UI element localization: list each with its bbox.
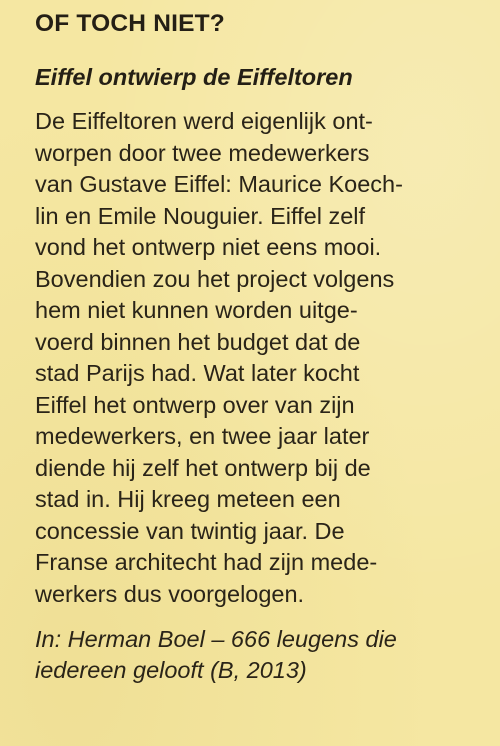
body-line: hem niet kunnen worden uitge- xyxy=(35,297,358,323)
article-headline: Eiffel ontwierp de Eiffeltoren xyxy=(35,64,353,90)
body-line: stad Parijs had. Wat later kocht xyxy=(35,360,360,386)
body-line: De Eiffeltoren werd eigenlijk ont- xyxy=(35,108,373,134)
body-line: concessie van twintig jaar. De xyxy=(35,517,345,544)
article-body xyxy=(35,106,475,610)
body-line: diende hij zelf het ontwerp bij de xyxy=(35,454,371,481)
body-line: worpen door twee medewerkers xyxy=(35,139,370,166)
article xyxy=(35,6,475,686)
body-line: Eiffel het ontwerp over van zijn xyxy=(35,391,355,418)
article-kicker: OF TOCH NIET? xyxy=(35,10,225,37)
body-line: stad in. Hij kreeg meteen een xyxy=(35,486,341,512)
source-line: iedereen gelooft (B, 2013) xyxy=(35,657,307,683)
article-source xyxy=(35,624,475,686)
body-line: vond het ontwerp niet eens mooi. xyxy=(35,234,382,260)
body-line: Bovendien zou het project volgens xyxy=(35,265,395,292)
body-line: Franse architecht had zijn mede- xyxy=(35,549,378,575)
body-line: van Gustave Eiffel: Maurice Koech- xyxy=(35,171,403,197)
body-line: voerd binnen het budget dat de xyxy=(35,328,361,355)
body-line: werkers dus voorgelogen. xyxy=(35,580,305,607)
body-line: medewerkers, en twee jaar later xyxy=(35,423,370,449)
source-line: In: Herman Boel – 666 leugens die xyxy=(35,626,397,652)
body-line: lin en Emile Nouguier. Eiffel zelf xyxy=(35,202,366,229)
